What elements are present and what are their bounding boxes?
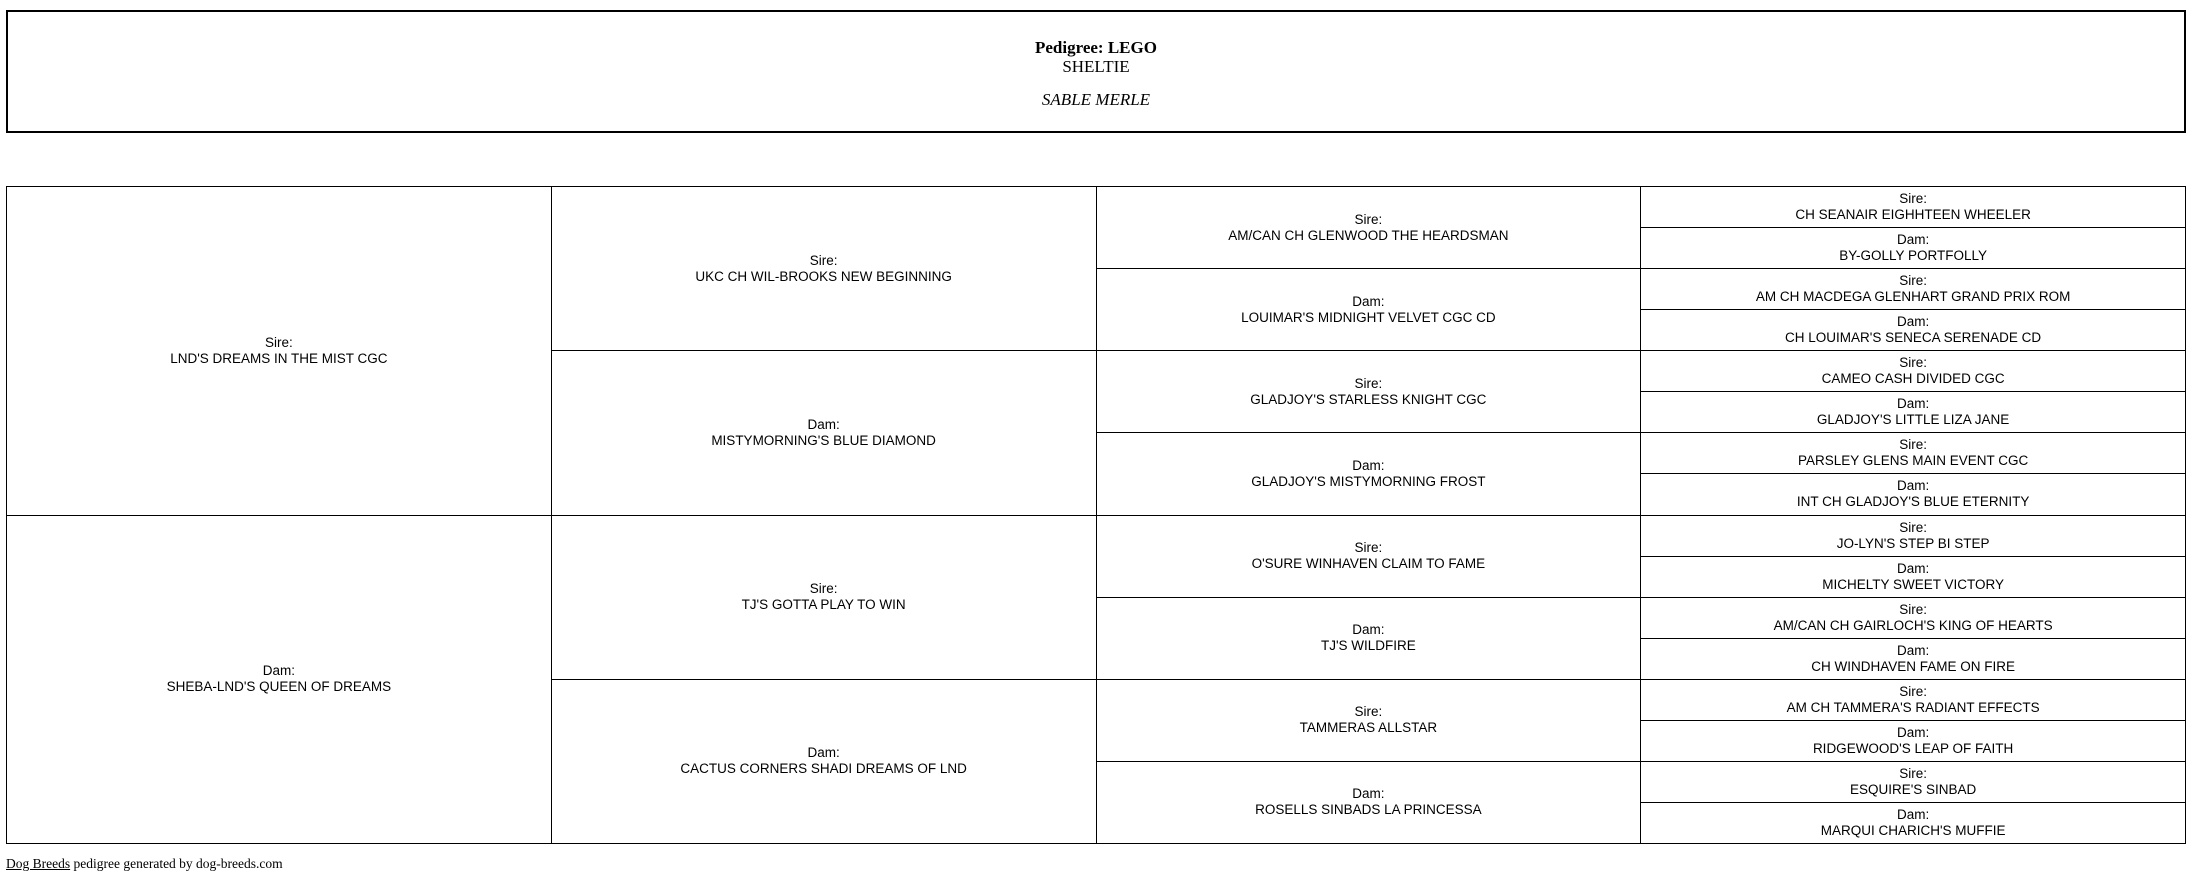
footer (6, 856, 283, 872)
ancestor-cell (1641, 269, 2186, 310)
dog-name: CACTUS CORNERS SHADI DREAMS OF LND (680, 761, 967, 777)
dog-name: ESQUIRE'S SINBAD (1849, 781, 1977, 797)
dog-name: GLADJOY'S LITTLE LIZA JANE (1816, 412, 2010, 428)
role-label: Sire: (1354, 375, 1383, 391)
role-label: Dam: (262, 663, 295, 679)
sire-sire-sire-cell (1096, 187, 1641, 269)
sire-cell (7, 187, 552, 516)
ancestor-cell (1641, 474, 2186, 515)
dam-dam-sire-cell (1096, 679, 1641, 761)
role-label: Dam: (1896, 724, 1930, 740)
role-label: Dam: (1352, 622, 1385, 638)
role-label: Dam: (1896, 478, 1930, 494)
dam-sire-sire-cell (1096, 515, 1641, 597)
dog-name: INT CH GLADJOY'S BLUE ETERNITY (1796, 494, 2030, 510)
ancestor-cell (1641, 679, 2186, 720)
role-label: Sire: (1354, 211, 1383, 227)
ancestor-cell (1641, 228, 2186, 269)
pedigree-table (6, 186, 2186, 844)
role-label: Sire: (1354, 704, 1383, 720)
sire-sire-dam-cell (1096, 269, 1641, 351)
ancestor-cell (1641, 351, 2186, 392)
dog-name: PARSLEY GLENS MAIN EVENT CGC (1797, 453, 2029, 469)
role-label: Dam: (1896, 314, 1930, 330)
dog-name: TAMMERAS ALLSTAR (1299, 720, 1438, 736)
ancestor-cell (1641, 187, 2186, 228)
dog-name: ROSELLS SINBADS LA PRINCESSA (1255, 802, 1482, 818)
ancestor-cell (1641, 556, 2186, 597)
dog-breeds-link[interactable]: Dog Breeds (6, 856, 71, 871)
dog-name: CH WINDHAVEN FAME ON FIRE (1811, 658, 2015, 674)
role-label: Sire: (1899, 765, 1927, 781)
role-label: Sire: (1899, 683, 1927, 699)
dog-name: JO-LYN'S STEP BI STEP (1836, 535, 1990, 551)
sire-dam-dam-cell (1096, 433, 1641, 515)
sire-dam-cell (551, 351, 1096, 515)
role-label: Sire: (809, 581, 838, 597)
ancestor-cell (1641, 433, 2186, 474)
role-label: Dam: (807, 416, 840, 432)
ancestor-cell (1641, 392, 2186, 433)
role-label: Sire: (1354, 540, 1383, 556)
dog-name: CH LOUIMAR'S SENECA SERENADE CD (1785, 330, 2042, 346)
dog-name: GLADJOY'S MISTYMORNING FROST (1251, 473, 1486, 489)
sire-sire-cell (551, 187, 1096, 351)
ancestor-cell (1641, 802, 2186, 843)
role-label: Dam: (1352, 786, 1385, 802)
ancestor-cell (1641, 720, 2186, 761)
dog-name: MISTYMORNING'S BLUE DIAMOND (711, 432, 936, 448)
dog-name: AM CH MACDEGA GLENHART GRAND PRIX ROM (1755, 289, 2071, 305)
dog-name: LND'S DREAMS IN THE MIST CGC (170, 350, 388, 366)
role-label: Sire: (264, 334, 293, 350)
dog-name: MICHELTY SWEET VICTORY (1822, 576, 2005, 592)
sire-dam-sire-cell (1096, 351, 1641, 433)
role-label: Sire: (1899, 519, 1927, 535)
ancestor-cell (1641, 310, 2186, 351)
role-label: Sire: (809, 252, 838, 268)
pedigree-title: Pedigree: LEGO (1035, 38, 1157, 57)
role-label: Dam: (1896, 232, 1930, 248)
dam-cell (7, 515, 552, 844)
dam-sire-dam-cell (1096, 597, 1641, 679)
role-label: Sire: (1899, 601, 1927, 617)
ancestor-cell (1641, 638, 2186, 679)
dog-name: AM/CAN CH GLENWOOD THE HEARDSMAN (1228, 227, 1509, 243)
dog-name: RIDGEWOOD'S LEAP OF FAITH (1812, 740, 2014, 756)
dog-name: LOUIMAR'S MIDNIGHT VELVET CGC CD (1241, 309, 1496, 325)
role-label: Sire: (1899, 191, 1927, 207)
role-label: Dam: (807, 745, 840, 761)
dog-name: UKC CH WIL-BROOKS NEW BEGINNING (695, 268, 952, 284)
role-label: Dam: (1352, 293, 1385, 309)
dog-name: MARQUI CHARICH'S MUFFIE (1820, 822, 2006, 838)
dog-name: TJ'S WILDFIRE (1320, 638, 1416, 654)
role-label: Sire: (1899, 273, 1927, 289)
dog-name: BY-GOLLY PORTFOLLY (1839, 248, 1988, 264)
role-label: Dam: (1352, 457, 1385, 473)
footer-text: pedigree generated by dog-breeds.com (70, 856, 283, 871)
dog-name: O'SURE WINHAVEN CLAIM TO FAME (1251, 556, 1486, 572)
dog-name: GLADJOY'S STARLESS KNIGHT CGC (1250, 391, 1487, 407)
dam-dam-cell (551, 679, 1096, 843)
role-label: Dam: (1896, 560, 1930, 576)
role-label: Sire: (1899, 355, 1927, 371)
ancestor-cell (1641, 515, 2186, 556)
dog-name: AM CH TAMMERA'S RADIANT EFFECTS (1786, 699, 2040, 715)
dog-name: CAMEO CASH DIVIDED CGC (1821, 371, 2005, 387)
dam-dam-dam-cell (1096, 761, 1641, 843)
role-label: Dam: (1896, 806, 1930, 822)
breed-name: SHELTIE (1062, 57, 1130, 76)
dog-name: AM/CAN CH GAIRLOCH'S KING OF HEARTS (1773, 617, 2053, 633)
ancestor-cell (1641, 761, 2186, 802)
dog-name: TJ'S GOTTA PLAY TO WIN (741, 597, 906, 613)
role-label: Dam: (1896, 396, 1930, 412)
ancestor-cell (1641, 597, 2186, 638)
dog-name: SHEBA-LND'S QUEEN OF DREAMS (166, 679, 392, 695)
coat-color: SABLE MERLE (1041, 90, 1151, 109)
role-label: Sire: (1899, 437, 1927, 453)
dog-name: CH SEANAIR EIGHHTEEN WHEELER (1795, 207, 2031, 223)
pedigree-header (6, 10, 2186, 133)
dam-sire-cell (551, 515, 1096, 679)
role-label: Dam: (1896, 642, 1930, 658)
